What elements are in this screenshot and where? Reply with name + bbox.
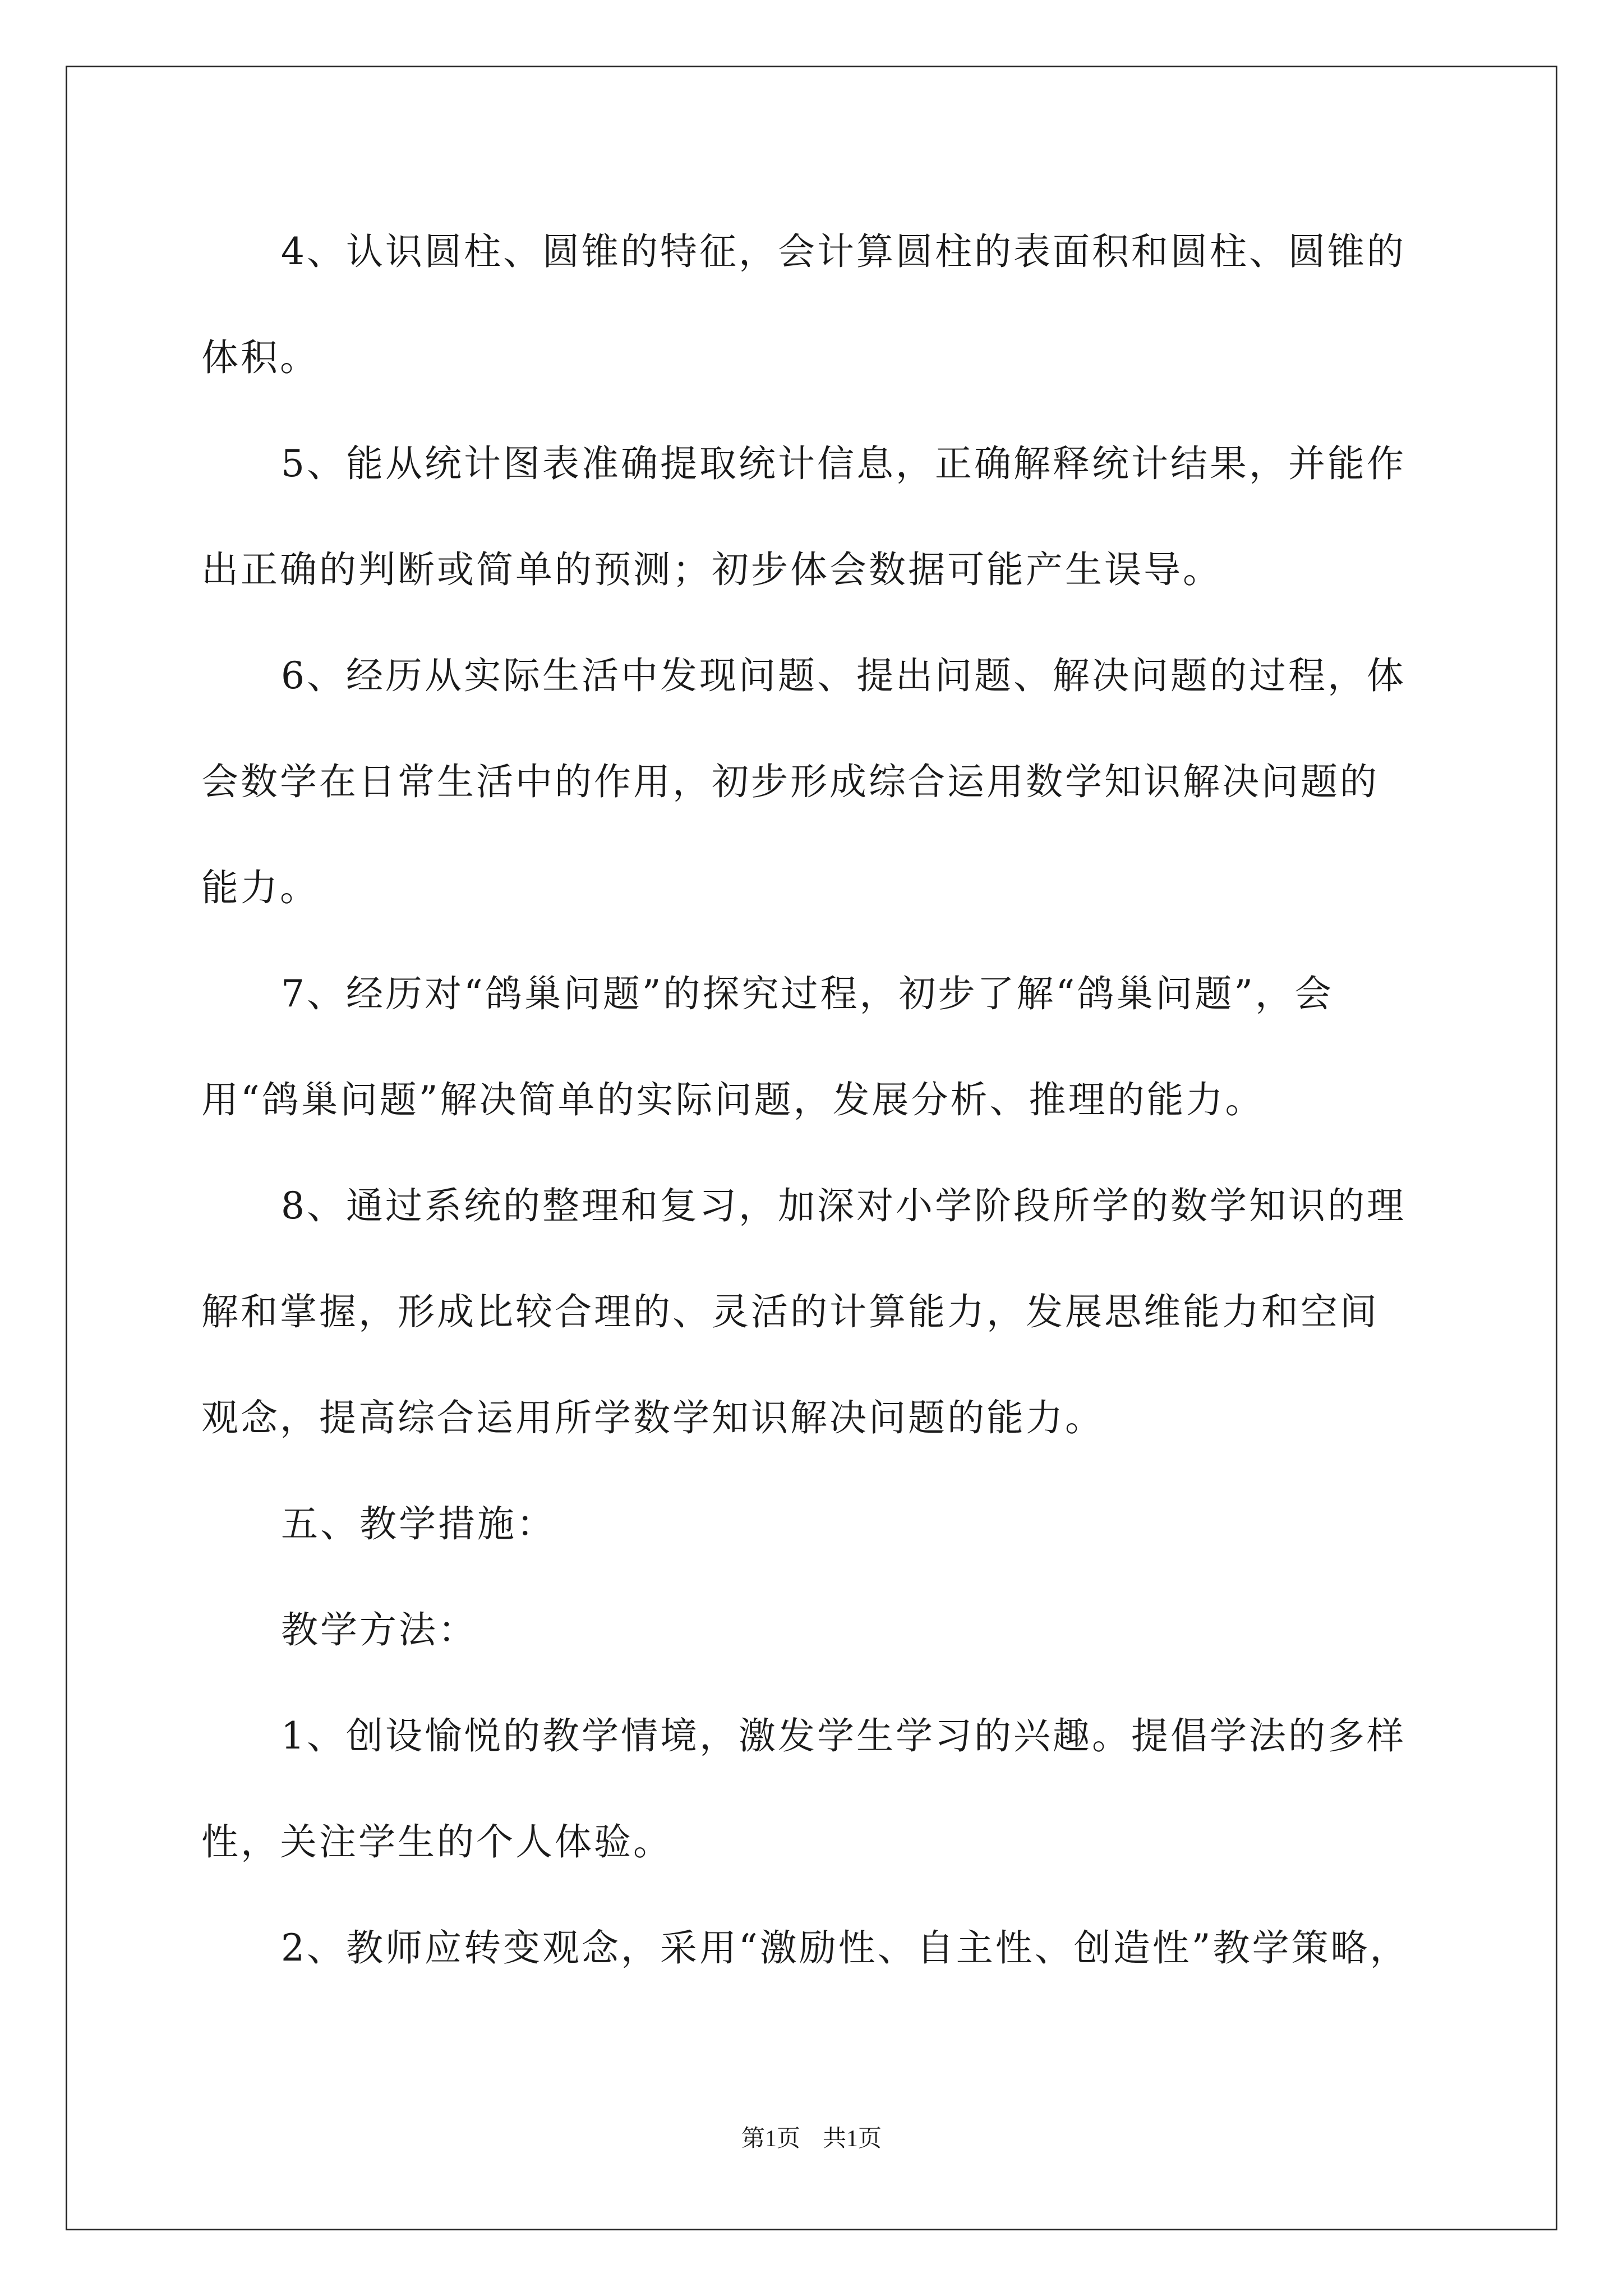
page-border xyxy=(66,66,1557,2230)
text-line: 4、认识圆柱、圆锥的特征，会计算圆柱的表面积和圆柱、圆锥的 xyxy=(281,230,1406,273)
page-total: 共1页 xyxy=(823,2126,882,2152)
text-line: 2、教师应转变观念，采用“激励性、自主性、创造性”教学策略， xyxy=(281,1926,1409,1970)
text-line: 观念，提高综合运用所学数学知识解决问题的能力。 xyxy=(201,1396,1104,1439)
page-current: 第1页 xyxy=(741,2126,800,2152)
section-heading: 五、教学措施： xyxy=(281,1502,556,1545)
page-footer xyxy=(0,2123,1623,2155)
text-line: 会数学在日常生活中的作用，初步形成综合运用数学知识解决问题的 xyxy=(201,760,1379,803)
subsection-heading: 教学方法： xyxy=(281,1608,477,1651)
text-line: 能力。 xyxy=(201,866,319,909)
text-line: 用“鸽巢问题”解决简单的实际问题，发展分析、推理的能力。 xyxy=(201,1078,1265,1121)
text-line: 6、经历从实际生活中发现问题、提出问题、解决问题的过程，体 xyxy=(281,654,1406,697)
text-line: 5、能从统计图表准确提取统计信息，正确解释统计结果，并能作 xyxy=(281,442,1406,485)
text-line: 7、经历对“鸽巢问题”的探究过程，初步了解“鸽巢问题”，会 xyxy=(281,972,1334,1015)
text-line: 出正确的判断或简单的预测；初步体会数据可能产生误导。 xyxy=(201,548,1222,591)
text-line: 8、通过系统的整理和复习，加深对小学阶段所学的数学知识的理 xyxy=(281,1184,1406,1227)
text-line: 解和掌握，形成比较合理的、灵活的计算能力，发展思维能力和空间 xyxy=(201,1290,1379,1333)
text-line: 体积。 xyxy=(201,336,319,379)
text-line: 性，关注学生的个人体验。 xyxy=(201,1820,672,1864)
text-line: 1、创设愉悦的教学情境，激发学生学习的兴趣。提倡学法的多样 xyxy=(281,1714,1406,1757)
